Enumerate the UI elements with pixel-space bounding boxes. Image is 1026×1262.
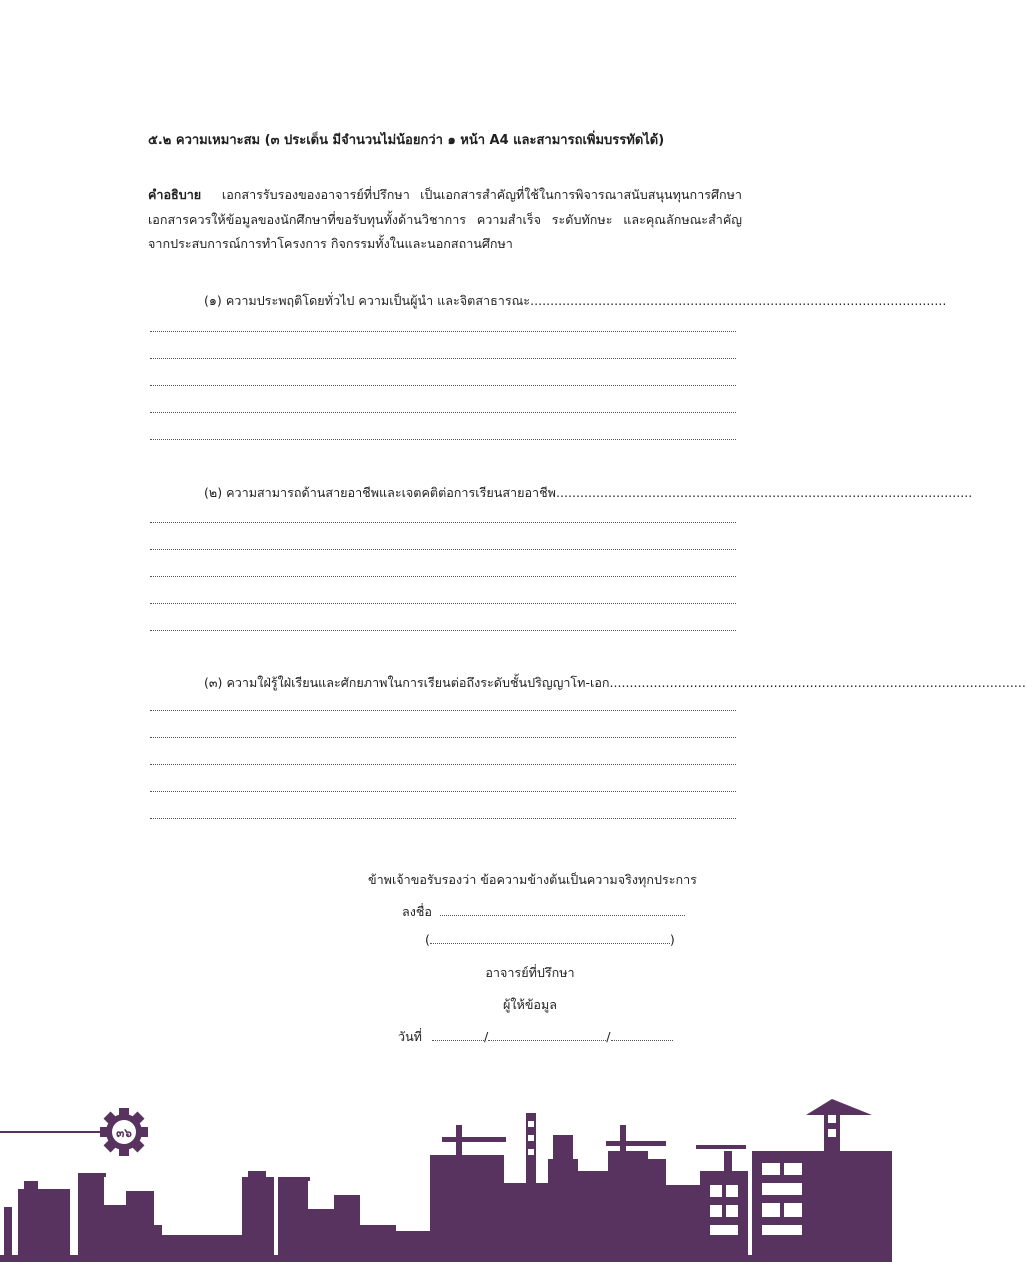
description-paragraph <box>148 183 742 257</box>
answer-line-1-4[interactable] <box>150 412 736 413</box>
question-1-label: (๑) ความประพฤติโดยทั่วไป ความเป็นผู้นำ และจิตสาธารณะ <box>204 293 531 308</box>
date-day-field[interactable] <box>432 1030 484 1041</box>
description-text: เอกสารรับรองของอาจารย์ที่ปรึกษา เป็นเอกสารสำคัญที่ใช้ในการพิจารณาสนับสนุนทุนการศึกษา เอกสารควรให้ข้อมูลของนักศึกษาที่ขอรับทุนทั้งด้านวิชาการ ความสำเร็จ ระดับทักษะ และคุณลักษณะสำคัญจากประสบการณ์การทำโครงการ กิจกรรมทั้งในและนอกสถานศึกษา <box>148 187 742 251</box>
answer-line-2-4[interactable] <box>150 603 736 604</box>
certification-text: ข้าพเจ้าขอรับรองว่า ข้อความข้างต้นเป็นความจริงทุกประการ <box>368 872 697 887</box>
answer-line-3-2[interactable] <box>150 737 736 738</box>
footer-rule <box>0 1131 104 1133</box>
informant-label: ผู้ให้ข้อมูล <box>502 997 558 1012</box>
printed-name-field[interactable] <box>430 933 670 944</box>
date-label: วันที่ <box>398 1029 422 1044</box>
date-sep-1: / <box>484 1029 489 1044</box>
open-paren: ( <box>425 932 430 947</box>
footer-skyline-illustration <box>0 1085 892 1262</box>
answer-line-2-1[interactable] <box>150 522 736 523</box>
question-2: (๒) ความสามารถด้านสายอาชีพและเจตคติต่อการเรียนสายอาชีพ........................................................................................................ <box>204 485 973 500</box>
answer-line-2-2[interactable] <box>150 549 736 550</box>
date-row <box>398 1027 673 1047</box>
answer-line-1-3[interactable] <box>150 385 736 386</box>
page-number: ๓๖ <box>116 1126 132 1140</box>
date-month-field[interactable] <box>488 1030 606 1041</box>
question-3: (๓) ความใฝ่รู้ใฝ่เรียนและศักยภาพในการเรียนต่อถึงระดับชั้นปริญญาโท-เอก........................................................................................................ <box>204 675 1026 690</box>
answer-line-3-4[interactable] <box>150 791 736 792</box>
sign-row <box>402 902 685 922</box>
answer-line-3-1[interactable] <box>150 710 736 711</box>
answer-line-3-3[interactable] <box>150 764 736 765</box>
question-1: (๑) ความประพฤติโดยทั่วไป ความเป็นผู้นำ และจิตสาธารณะ........................................................................................................ <box>204 293 947 308</box>
role-label: อาจารย์ที่ปรึกษา <box>485 965 575 980</box>
sign-field[interactable] <box>440 905 685 916</box>
description-label: คำอธิบาย <box>148 187 202 202</box>
answer-line-3-5[interactable] <box>150 818 736 819</box>
answer-line-1-5[interactable] <box>150 439 736 440</box>
date-sep-2: / <box>606 1029 611 1044</box>
close-paren: ) <box>669 932 675 947</box>
question-2-label: (๒) ความสามารถด้านสายอาชีพและเจตคติต่อการเรียนสายอาชีพ <box>204 485 556 500</box>
date-year-field[interactable] <box>611 1030 673 1041</box>
answer-line-2-3[interactable] <box>150 576 736 577</box>
question-3-label: (๓) ความใฝ่รู้ใฝ่เรียนและศักยภาพในการเรียนต่อถึงระดับชั้นปริญญาโท-เอก <box>204 675 610 690</box>
section-heading: ๕.๒ ความเหมาะสม (๓ ประเด็น มีจำนวนไม่น้อยกว่า ๑ หน้า A4 และสามารถเพิ่มบรรทัดได้) <box>148 133 665 148</box>
sign-label: ลงชื่อ <box>402 904 432 919</box>
printed-name-row <box>425 932 675 947</box>
answer-line-1-1[interactable] <box>150 331 736 332</box>
answer-line-1-2[interactable] <box>150 358 736 359</box>
answer-line-2-5[interactable] <box>150 630 736 631</box>
